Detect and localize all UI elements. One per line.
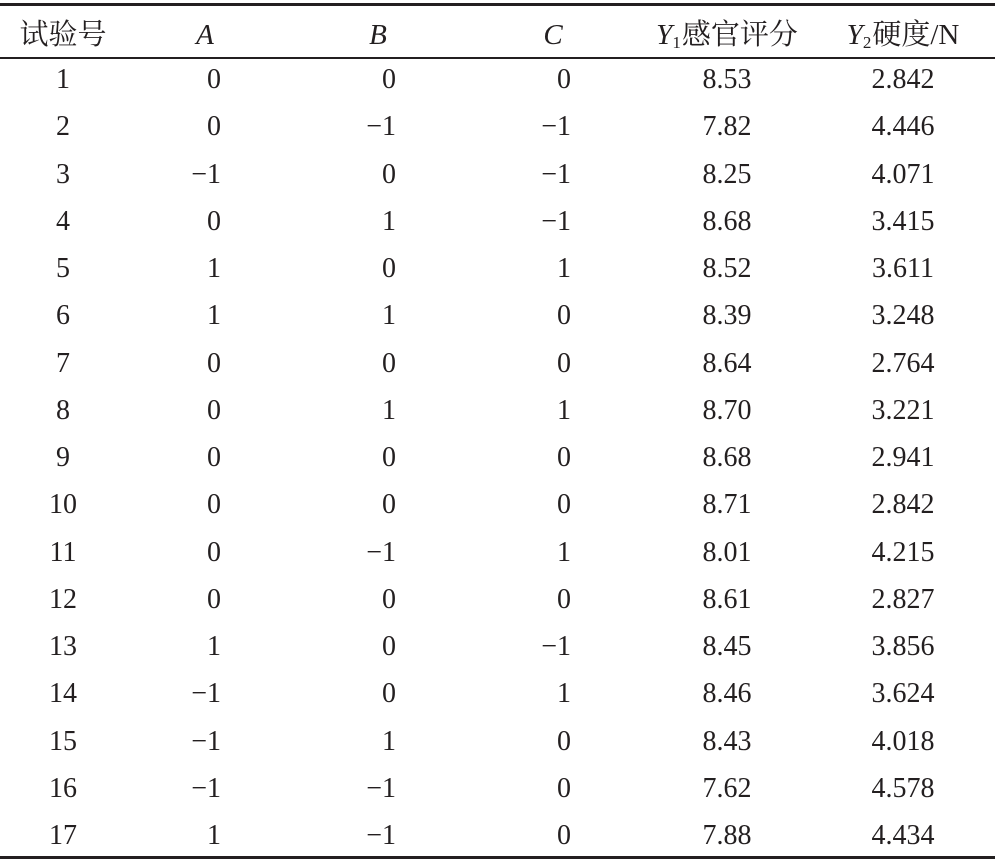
table-bottom-rule xyxy=(0,856,995,859)
cell-y1-sensory-score: 8.25 xyxy=(702,158,752,190)
table-row xyxy=(0,533,995,573)
cell-y2-hardness: 2.827 xyxy=(871,583,935,615)
cell-factor-b: 1 xyxy=(382,300,396,332)
cell-factor-a: 0 xyxy=(207,536,221,568)
cell-y2-hardness: 3.221 xyxy=(871,394,935,426)
cell-y1-sensory-score: 7.82 xyxy=(702,111,752,143)
header-y2-symbol: Y xyxy=(846,19,863,51)
cell-factor-c: −1 xyxy=(541,111,571,143)
cell-factor-c: 0 xyxy=(557,820,571,851)
header-y1-subscript: 1 xyxy=(672,33,681,52)
cell-factor-b: 0 xyxy=(382,489,396,521)
header-y1-sensory-score xyxy=(627,15,827,55)
cell-factor-c: 0 xyxy=(557,583,571,615)
cell-factor-b: 0 xyxy=(382,253,396,284)
cell-run-number: 10 xyxy=(49,489,77,521)
table-header-row xyxy=(0,15,995,55)
cell-factor-b: 0 xyxy=(382,583,396,615)
header-factor-c-label: C xyxy=(543,19,563,51)
cell-factor-c: 0 xyxy=(557,442,571,473)
table-top-rule xyxy=(0,3,995,6)
header-factor-b xyxy=(338,15,418,55)
cell-factor-b: 0 xyxy=(382,347,396,379)
cell-run-number: 8 xyxy=(56,394,70,426)
cell-factor-b: 1 xyxy=(382,725,396,757)
cell-factor-a: 1 xyxy=(207,631,221,662)
table-row xyxy=(0,249,995,289)
cell-y1-sensory-score: 8.46 xyxy=(702,678,752,710)
cell-run-number: 1 xyxy=(56,64,70,95)
table-row xyxy=(0,769,995,809)
cell-y2-hardness: 2.842 xyxy=(871,489,935,521)
table-row xyxy=(0,296,995,336)
cell-y1-sensory-score: 8.70 xyxy=(702,394,752,426)
cell-run-number: 5 xyxy=(56,253,70,284)
cell-run-number: 12 xyxy=(49,583,77,615)
header-run-number: 试验号 xyxy=(19,19,107,51)
cell-factor-b: 0 xyxy=(382,442,396,473)
header-y2-label: 硬度/N xyxy=(872,19,960,51)
cell-factor-a: 0 xyxy=(207,442,221,473)
cell-run-number: 14 xyxy=(49,678,77,710)
table-row xyxy=(0,155,995,195)
cell-factor-a: 0 xyxy=(207,347,221,379)
cell-run-number: 11 xyxy=(49,536,77,568)
cell-y1-sensory-score: 7.88 xyxy=(702,820,752,851)
cell-factor-a: 0 xyxy=(207,394,221,426)
cell-y2-hardness: 3.856 xyxy=(871,631,935,662)
table-row xyxy=(0,202,995,242)
cell-factor-a: 1 xyxy=(207,820,221,851)
cell-y2-hardness: 3.624 xyxy=(871,678,935,710)
table-row xyxy=(0,438,995,478)
cell-y1-sensory-score: 8.01 xyxy=(702,536,752,568)
cell-y1-sensory-score: 8.52 xyxy=(702,253,752,284)
cell-factor-c: 0 xyxy=(557,489,571,521)
cell-y1-sensory-score: 8.61 xyxy=(702,583,752,615)
cell-factor-c: 1 xyxy=(557,678,571,710)
cell-y2-hardness: 2.842 xyxy=(871,64,935,95)
header-y2-subscript: 2 xyxy=(862,33,872,52)
cell-factor-c: 1 xyxy=(557,536,571,568)
table-row xyxy=(0,722,995,762)
header-y1-label: 感官评分 xyxy=(681,19,798,51)
cell-factor-a: 0 xyxy=(207,111,221,143)
table-row xyxy=(0,580,995,620)
cell-factor-a: 0 xyxy=(207,489,221,521)
table-header-rule xyxy=(0,57,995,59)
cell-run-number: 4 xyxy=(56,205,70,237)
cell-factor-c: 0 xyxy=(557,772,571,804)
cell-factor-a: −1 xyxy=(191,772,221,804)
cell-y2-hardness: 4.018 xyxy=(871,725,935,757)
cell-y2-hardness: 4.215 xyxy=(871,536,935,568)
cell-factor-b: 0 xyxy=(382,64,396,95)
table-row xyxy=(0,391,995,431)
cell-y2-hardness: 2.941 xyxy=(871,442,935,473)
cell-y1-sensory-score: 8.68 xyxy=(702,442,752,473)
cell-factor-c: 1 xyxy=(557,253,571,284)
header-factor-c xyxy=(513,15,593,55)
cell-factor-b: 0 xyxy=(382,678,396,710)
cell-y1-sensory-score: 8.53 xyxy=(702,64,752,95)
cell-y1-sensory-score: 8.45 xyxy=(702,631,752,662)
table-row xyxy=(0,816,995,856)
cell-factor-c: −1 xyxy=(541,631,571,662)
cell-factor-c: −1 xyxy=(541,205,571,237)
cell-y1-sensory-score: 8.64 xyxy=(702,347,752,379)
cell-run-number: 13 xyxy=(49,631,77,662)
header-y2-hardness xyxy=(828,15,978,55)
cell-factor-b: 0 xyxy=(382,631,396,662)
cell-factor-b: −1 xyxy=(366,820,396,851)
header-factor-a xyxy=(165,15,245,55)
cell-y2-hardness: 3.415 xyxy=(871,205,935,237)
cell-factor-c: 1 xyxy=(557,394,571,426)
cell-factor-b: 0 xyxy=(382,158,396,190)
cell-factor-c: −1 xyxy=(541,158,571,190)
table-row xyxy=(0,485,995,525)
cell-y2-hardness: 3.611 xyxy=(872,253,934,284)
cell-factor-a: 1 xyxy=(207,300,221,332)
cell-run-number: 2 xyxy=(56,111,70,143)
cell-y2-hardness: 4.434 xyxy=(871,820,935,851)
cell-y1-sensory-score: 8.43 xyxy=(702,725,752,757)
cell-y1-sensory-score: 8.68 xyxy=(702,205,752,237)
cell-y2-hardness: 4.446 xyxy=(871,111,935,143)
table-row xyxy=(0,674,995,714)
cell-y2-hardness: 3.248 xyxy=(871,300,935,332)
cell-factor-a: 1 xyxy=(207,253,221,284)
cell-y1-sensory-score: 8.39 xyxy=(702,300,752,332)
cell-factor-c: 0 xyxy=(557,300,571,332)
cell-run-number: 3 xyxy=(56,158,70,190)
cell-factor-b: 1 xyxy=(382,205,396,237)
table-row xyxy=(0,60,995,100)
table-row xyxy=(0,107,995,147)
header-y1-symbol: Y xyxy=(656,19,673,51)
header-factor-b-label: B xyxy=(369,19,387,51)
cell-factor-a: 0 xyxy=(207,64,221,95)
cell-factor-a: 0 xyxy=(207,205,221,237)
cell-run-number: 17 xyxy=(49,820,77,851)
cell-factor-b: −1 xyxy=(366,772,396,804)
cell-factor-c: 0 xyxy=(557,64,571,95)
cell-run-number: 6 xyxy=(56,300,70,332)
cell-factor-c: 0 xyxy=(557,725,571,757)
cell-y2-hardness: 2.764 xyxy=(871,347,935,379)
cell-factor-b: −1 xyxy=(366,111,396,143)
cell-factor-a: −1 xyxy=(191,158,221,190)
header-factor-a-label: A xyxy=(196,19,214,51)
cell-factor-b: −1 xyxy=(366,536,396,568)
cell-factor-c: 0 xyxy=(557,347,571,379)
cell-factor-b: 1 xyxy=(382,394,396,426)
cell-run-number: 9 xyxy=(56,442,70,473)
cell-y1-sensory-score: 7.62 xyxy=(702,772,752,804)
cell-factor-a: 0 xyxy=(207,583,221,615)
cell-run-number: 7 xyxy=(56,347,70,379)
table-row xyxy=(0,627,995,667)
cell-run-number: 16 xyxy=(49,772,77,804)
cell-factor-a: −1 xyxy=(191,725,221,757)
cell-y2-hardness: 4.578 xyxy=(871,772,935,804)
cell-factor-a: −1 xyxy=(191,678,221,710)
cell-y1-sensory-score: 8.71 xyxy=(702,489,752,521)
cell-y2-hardness: 4.071 xyxy=(871,158,935,190)
cell-run-number: 15 xyxy=(49,725,77,757)
table-row xyxy=(0,344,995,384)
